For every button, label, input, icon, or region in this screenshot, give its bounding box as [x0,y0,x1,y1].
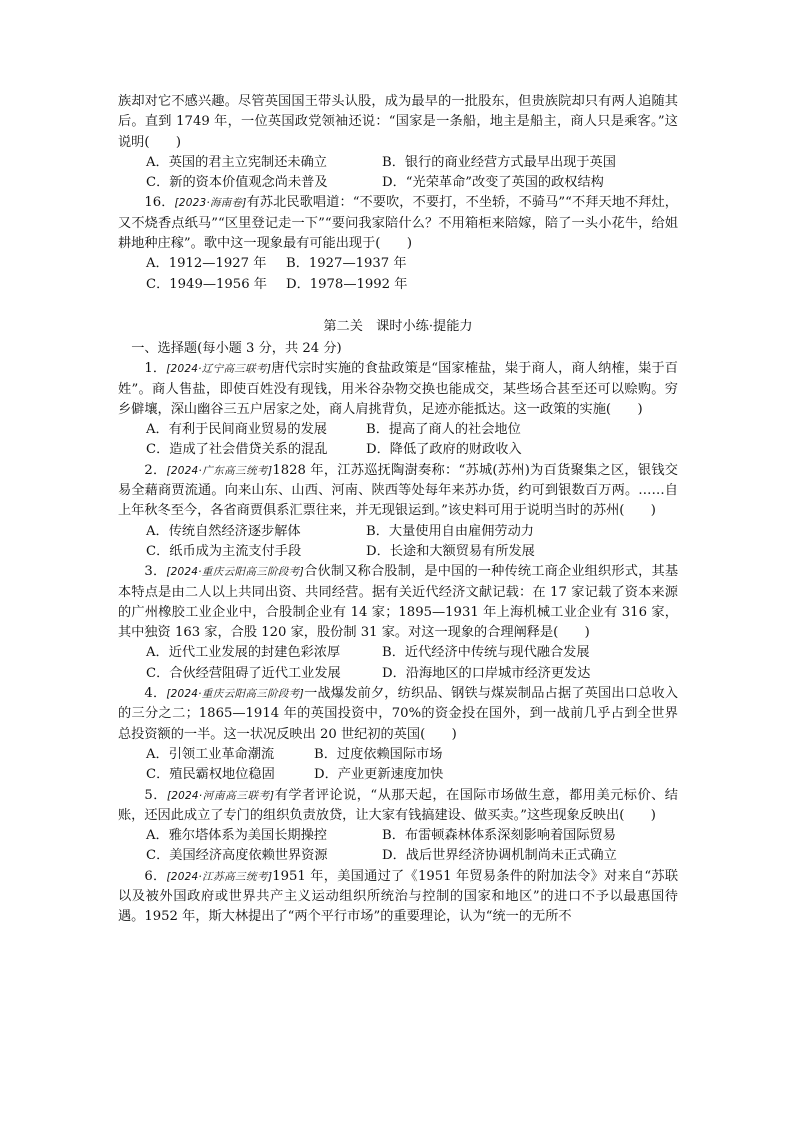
question-number: 16． [144,195,175,211]
option-c[interactable]: C．1949—1956 年 [146,276,267,292]
option-b[interactable]: B．银行的商业经营方式最早出现于英国 [382,154,616,170]
option-b[interactable]: B．1927—1937 年 [286,256,407,272]
question-text: 合伙制又称合股制，是中国的一种传统工商企业组织形式，其基本特点是由二人以上共同出资、共同经营。据有关近代经济文献记载：在 17 家记载了资本来源的广州橡胶工业企业中，合股制企业有 14 家；1895—1931 年上海机械工业企业有 316 家，其中独资 163 家，合股 120 家，股份制 31 家。对这一现象的合理阐释是( ) [118,564,679,641]
option-row [118,745,678,765]
question-3 [118,562,678,643]
question-4 [118,684,678,745]
question-number: 6． [144,868,167,884]
option-row [118,664,678,684]
option-row [118,440,678,460]
option-b[interactable]: B．布雷顿森林体系深刻影响着国际贸易 [382,828,616,844]
option-row [118,254,678,274]
option-a[interactable]: A．1912—1927 年 [146,256,267,272]
section-title: 第二关 课时小练·提能力 [323,318,473,334]
question-source: [2024·江苏高三统考] [166,870,273,883]
option-row [118,826,678,846]
question-text: 有学者评论说，“从那天起，在国际市场做生意，都用美元标价、结账，还因此成立了专门的组织负责放贷，让大家有钱搞建设、做买卖。”这些现象反映出( ) [118,787,678,823]
option-d[interactable]: D．“光荣革命”改变了英国的政权结构 [382,175,604,191]
option-b[interactable]: B．过度依赖国际市场 [314,746,443,762]
option-a[interactable]: A．近代工业发展的封建色彩浓厚 [146,645,341,661]
option-d[interactable]: D．产业更新速度加快 [314,767,444,783]
question-text: 1828 年，江苏巡抚陶澍奏称：“苏城(苏州)为百货聚集之区，银钱交易全藉商贾流通。向来山东、山西、河南、陕西等处每年来苏办货，约可到银数百万两。……自上年秋冬至今，各省商贾俱系汇票往来，并无现银运到。”该史料可用于说明当时的苏州( ) [118,462,678,519]
option-row [118,420,678,440]
question-text: 一战爆发前夕，纺织品、钢铁与煤炭制品占据了英国出口总收入的三分之二；1865—1914 年的英国投资中，70%的资金投在国外，到一战前几乎占到全世界总投资额的一半。这一状况反映出 20 世纪初的英国( ) [118,686,679,742]
section-heading: 一、选择题(每小题 3 分，共 24 分) [131,340,342,356]
option-d[interactable]: D．长途和大额贸易有所发展 [366,543,535,559]
option-a[interactable]: A．雅尔塔体系为美国长期操控 [146,828,327,844]
option-row [118,275,678,295]
option-d[interactable]: D．1978—1992 年 [286,276,408,292]
question-2 [118,461,678,522]
option-row [118,522,678,542]
option-d[interactable]: D．降低了政府的财政收入 [366,442,522,458]
option-c[interactable]: C．新的资本价值观念尚未普及 [146,175,328,191]
option-row [118,153,678,173]
document-page [118,92,678,928]
option-c[interactable]: C．合伙经营阻碍了近代工业发展 [146,665,341,681]
option-a[interactable]: A．有利于民间商业贸易的发展 [146,422,327,438]
option-b[interactable]: B．近代经济中传统与现代融合发展 [382,645,590,661]
question-5 [118,786,678,827]
question-number: 5． [144,787,167,803]
question-6 [118,867,678,928]
option-a[interactable]: A．英国的君主立宪制还未确立 [146,154,327,170]
option-c[interactable]: C．造成了社会借贷关系的混乱 [146,442,328,458]
question-number: 2． [144,462,167,478]
question-source: [2024·辽宁高三联考] [166,363,272,376]
option-c[interactable]: C．纸币成为主流支付手段 [146,543,302,559]
option-row [118,542,678,562]
option-row [118,765,678,785]
question-text: 唐代宗时实施的食盐政策是“国家榷盐，粜于商人，商人纳榷，粜于百姓”。商人售盐，即使百姓没有现钱，用米谷杂物交换也能成交，某些场合甚至还可以赊购。穷乡僻壤，深山幽谷三五户居家之处，商人肩挑背负，足迹亦能抵达。这一政策的实施( ) [118,361,678,417]
question-text: 1951 年，美国通过了《1951 年贸易条件的附加法令》对来自“苏联以及被外国政府或世界共产主义运动组织所统治与控制的国家和地区”的进口不予以最惠国待遇。1952 年，斯大林提出了“两个平行市场”的重要理论，认为“统一的无所不 [118,868,679,925]
option-c[interactable]: C．美国经济高度依赖世界资源 [146,848,328,864]
question-source: [2024·重庆云阳高三阶段考] [166,688,304,701]
question-text: 有苏北民歌唱道：“不要吹，不要打，不坐轿，不骑马”“不拜天地不拜灶，又不烧香点纸马”“区里登记走一下”“要问我家陪什么？不用箱柜来陪嫁，陪了一头小花牛，给姐耕地种庄稼”。歌中这一现象最有可能出现于( ) [118,195,678,252]
question-16 [118,193,678,254]
option-a[interactable]: A．传统自然经济逐步解体 [146,523,301,539]
question-number: 3． [144,564,167,580]
option-d[interactable]: D．战后世界经济协调机制尚未正式确立 [382,848,617,864]
option-c[interactable]: C．殖民霸权地位稳固 [146,767,275,783]
question-1 [118,359,678,420]
option-b[interactable]: B．大量使用自由雇佣劳动力 [366,523,534,539]
question-15-continuation: 族却对它不感兴趣。尽管英国国王带头认股，成为最早的一批股东，但贵族院却只有两人追随其后。直到 1749 年，一位英国政党领袖还说：“国家是一条船，地主是船主，商人只是乘客。”这说明( ) [118,94,678,150]
question-source: [2023·海南卷] [174,197,247,210]
option-d[interactable]: D．沿海地区的口岸城市经济更发达 [382,665,591,681]
option-b[interactable]: B．提高了商人的社会地位 [366,422,521,438]
option-row [118,846,678,866]
question-source: [2024·重庆云阳高三阶段考] [166,566,304,579]
question-number: 4． [144,686,167,702]
question-number: 1． [144,361,167,377]
option-row [118,643,678,663]
option-row [118,173,678,193]
question-source: [2024·河南高三联考] [166,789,275,802]
option-a[interactable]: A．引领工业革命潮流 [146,746,275,762]
question-source: [2024·广东高三统考] [166,464,273,477]
